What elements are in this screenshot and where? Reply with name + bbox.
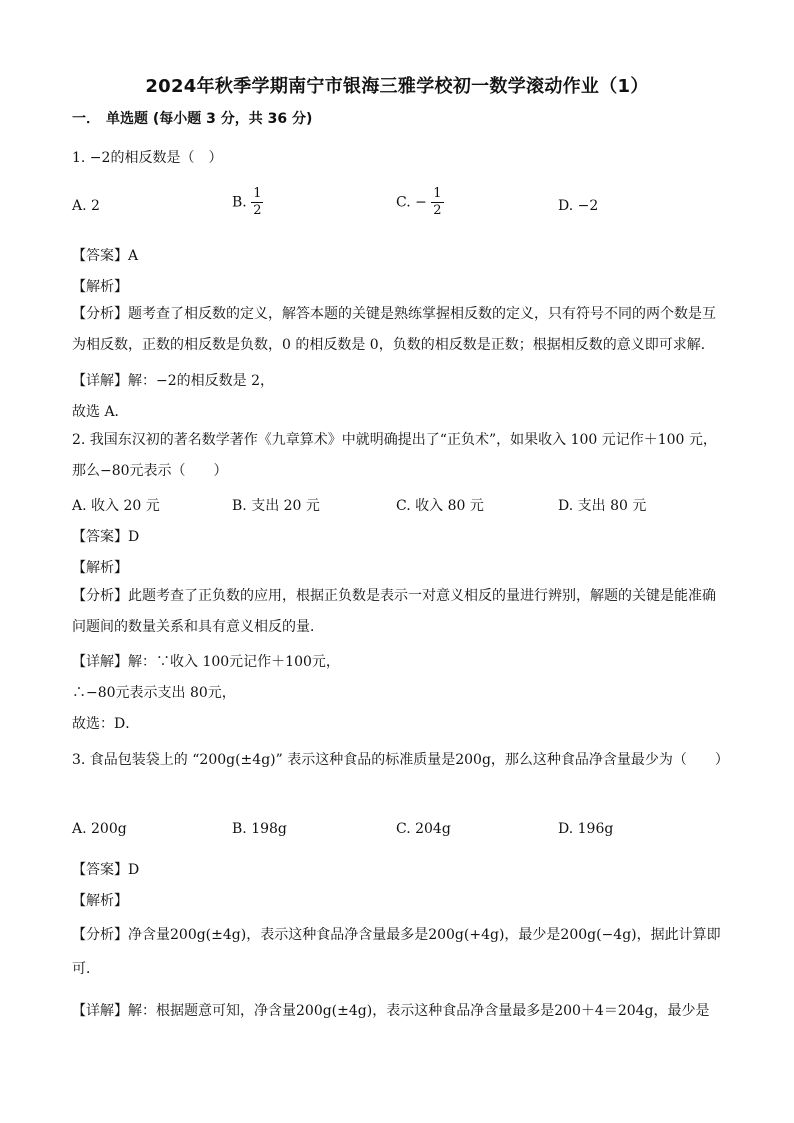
q2-fenxi: 【分析】此题考查了正负数的应用，根据正负数是表示一对意义相反的量进行辨别，解题的关键是能准确问题间的数量关系和具有意义相反的量．	[72, 588, 716, 635]
q3-option-b: B. 198g	[232, 821, 287, 837]
q1-option-a: A. 2	[72, 198, 100, 214]
section-heading	[72, 108, 312, 128]
q2-option-c: C. 收入 80 元	[396, 498, 484, 514]
q2-analysis-label: 【解析】	[72, 560, 128, 576]
q3-xiangjie: 【详解】解：根据题意可知，净含量200g(±4g)，表示这种食品净含量最多是200＋4＝204g，最少是	[72, 1003, 710, 1019]
q1-option-c	[396, 186, 444, 219]
q1-option-b-fraction	[251, 186, 263, 219]
q2-xiangjie-1: 【详解】解：∵收入 100元记作＋100元，	[72, 654, 340, 670]
q3-option-c: C. 204g	[396, 821, 451, 837]
q1-option-c-denominator: 2	[433, 203, 442, 218]
q1-answer: 【答案】A	[72, 248, 139, 264]
q1-option-d: D. −2	[558, 198, 599, 214]
q1-option-b-prefix: B.	[232, 194, 247, 211]
q2-guxuan: 故选：D．	[72, 716, 140, 732]
q3-option-a: A. 200g	[72, 821, 127, 837]
q3-answer: 【答案】D	[72, 862, 140, 878]
q1-option-c-numerator: 1	[433, 186, 442, 201]
q3-fenxi: 【分析】净含量200g(±4g)，表示这种食品净含量最多是200g(+4g)，最少是200g(−4g)，据此计算即可．	[72, 927, 721, 977]
q1-xiangjie: 【详解】解：−2的相反数是 2，	[72, 373, 274, 389]
q2-option-b: B. 支出 20 元	[232, 498, 320, 514]
q1-option-b	[232, 186, 263, 219]
q1-option-c-prefix: C. −	[396, 194, 427, 211]
document-title: 2024年秋季学期南宁市银海三雅学校初一数学滚动作业（1）	[145, 76, 649, 97]
q1-option-b-numerator: 1	[253, 186, 262, 201]
q2-answer: 【答案】D	[72, 529, 140, 545]
q2-xiangjie-2: ∴−80元表示支出 80元，	[72, 685, 236, 701]
q3-stem: 3. 食品包装袋上的 “200g(±4g)” 表示这种食品的标准质量是200g，那么这种食品净含量最少为（ ）	[72, 752, 729, 768]
q1-stem: 1. −2的相反数是（ ）	[72, 150, 223, 166]
section-number: 一．	[72, 111, 100, 127]
q1-option-b-denominator: 2	[253, 203, 262, 218]
q2-stem: 2. 我国东汉初的著名数学著作《九章算术》中就明确提出了“正负术”，如果收入 100 元记作＋100 元，那么−80元表示（ ）	[72, 432, 717, 479]
q3-analysis-label: 【解析】	[72, 893, 128, 909]
q3-option-d: D. 196g	[558, 821, 614, 837]
q1-analysis-label: 【解析】	[72, 279, 128, 295]
section-label: 单选题 (每小题 3 分，共 36 分)	[106, 111, 313, 127]
q2-option-a: A. 收入 20 元	[72, 498, 160, 514]
q1-option-c-fraction	[431, 186, 443, 219]
q2-option-d: D. 支出 80 元	[558, 498, 647, 514]
q1-fenxi: 【分析】题考查了相反数的定义，解答本题的关键是熟练掌握相反数的定义，只有符号不同的两个数是互为相反数，正数的相反数是负数，0 的相反数是 0，负数的相反数是正数；根据相反数的意义即可求解．	[72, 306, 716, 353]
q1-guxuan: 故选 A．	[72, 404, 129, 420]
